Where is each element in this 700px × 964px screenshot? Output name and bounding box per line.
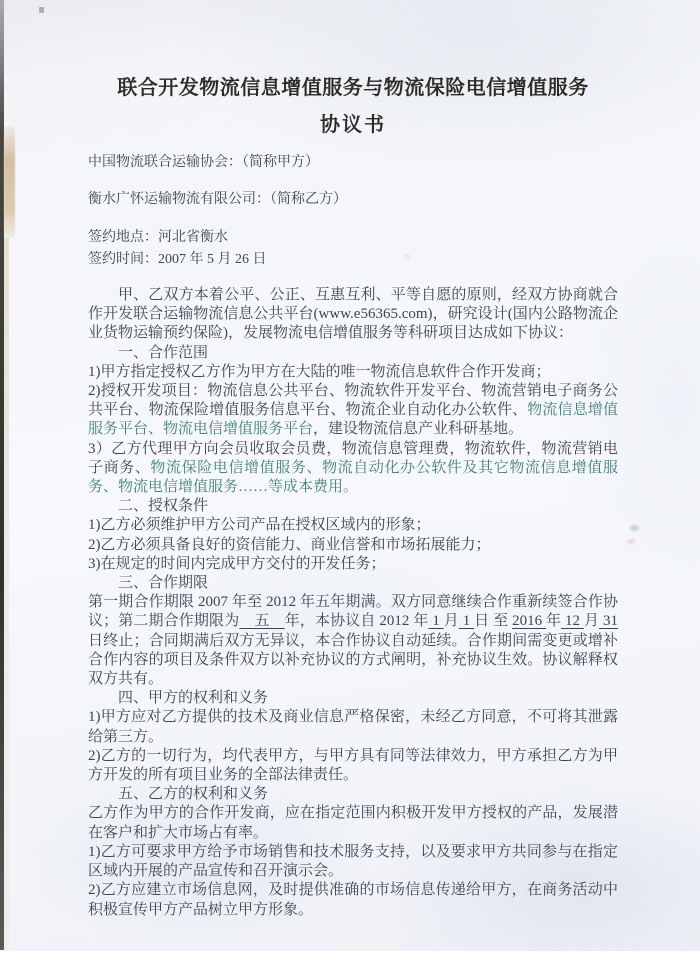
text-run: 签约时间：2007 年 5 月 26 日 <box>88 252 267 267</box>
section-4-item-2 <box>88 747 618 785</box>
section-4-item-1 <box>88 708 618 746</box>
text-run: 二、授权条件 <box>118 498 209 515</box>
text-run: 1)甲方指定授权乙方作为甲方在大陆的唯一物流信息软件合作开发商； <box>88 363 551 380</box>
signing-date <box>88 251 618 269</box>
text-run: 物流保险电信增值服务、物流自动化办公软件及其它物流信息增值服务、物流电信增值服务……等成本费用。 <box>88 459 618 496</box>
text-run: 一、合作范围 <box>118 344 209 361</box>
section-2-heading <box>88 497 618 516</box>
text-run: 1)甲方应对乙方提供的技术及商业信息严格保密，未经乙方同意，不可将其泄露给第三方。 <box>88 709 618 745</box>
section-5-intro <box>88 804 618 842</box>
text-run: 年 <box>546 613 562 630</box>
text-run: 2)乙方应建立市场信息网，及时提供准确的市场信息传递给甲方，在商务活动中积极宣传甲方产品树立甲方形象。 <box>88 882 618 918</box>
section-1-item-2 <box>88 382 618 440</box>
text-run: 中国物流联合运输协会：（简称甲方） <box>88 155 319 170</box>
party-jia <box>88 154 618 172</box>
scan-bottom-margin <box>0 951 700 964</box>
document-title-line1 <box>88 74 618 102</box>
text-run: 月 <box>583 613 600 630</box>
text-run: 协议书 <box>320 114 386 136</box>
text-run: 2)乙方的一切行为，均代表甲方，与甲方具有同等法律效力，甲方承担乙方为甲方开发的所有项目业务的全部法律责任。 <box>88 747 618 784</box>
party-yi <box>88 191 618 209</box>
filled-blank: 1 <box>428 613 444 630</box>
scan-speck <box>39 7 44 13</box>
text-run: 签约地点：河北省衡水 <box>88 230 228 245</box>
text-run: 3）乙方代理甲方向会员收取会员费，物流信息管理费，物流软件，物流营销电子商务、 <box>88 440 618 476</box>
text-run: 3)在规定的时间内完成甲方交付的开发任务； <box>88 555 386 572</box>
document-title-line2 <box>88 111 618 139</box>
section-1-heading <box>88 344 618 363</box>
scan-smudge <box>630 525 639 531</box>
section-1-item-1 <box>88 363 618 382</box>
text-run: 五、乙方的权利和义务 <box>118 786 269 803</box>
text-run: 月 <box>443 613 459 630</box>
section-1-item-3 <box>88 440 618 498</box>
section-2-item-1 <box>88 516 618 535</box>
text-run: 甲、乙双方本着公平、公正、互惠互利、平等自愿的原则，经双方协商就合作开发联合运输物流信息公共平台(www.e56365.com)，研究设计(国内公路物流企业货物运输预约保险)，发展物流电信增值服务等科研项目达成如下协议： <box>88 287 618 342</box>
section-2-item-2 <box>88 536 618 555</box>
scan-left-edge-tan-tail <box>4 238 9 950</box>
signing-place <box>88 229 618 247</box>
section-4-heading <box>88 689 618 708</box>
scan-smudge <box>627 539 635 544</box>
text-run: 2)乙方必须具备良好的资信能力、商业信誉和市场拓展能力； <box>88 536 491 553</box>
text-run: 四、甲方的权利和义务 <box>118 690 269 707</box>
filled-blank: 31 <box>599 613 618 630</box>
text-run: 第一期合作期限 2007 年至 2012 年五年期满。双方同意继续合作重新续签合作协议；第二期合作期限为 <box>88 594 618 630</box>
text-run: 日 至 <box>474 613 513 630</box>
text-run: 1)乙方可要求甲方给予市场销售和技术服务支持，以及要求甲方共同参与在指定区域内开展的产品宣传和召开演示会。 <box>88 843 618 880</box>
text-run: 乙方作为甲方的合作开发商，应在指定范围内积极开发甲方授权的产品，发展潜在客户和扩大市场占有率。 <box>88 805 618 841</box>
text-run: 1)乙方必须维护甲方公司产品在授权区域内的形象； <box>88 517 431 534</box>
text-run: ，建设物流信息产业科研基地。 <box>313 421 524 438</box>
document-content <box>88 0 618 920</box>
text-run: 衡水广怀运输物流有限公司：（简称乙方） <box>88 192 347 207</box>
section-5-heading <box>88 785 618 804</box>
section-2-item-3 <box>88 555 618 574</box>
section-3-heading <box>88 574 618 593</box>
filled-blank: 12 <box>561 613 584 630</box>
text-run: 三、合作期限 <box>118 575 209 592</box>
text-run: 年，本协议自 2012 年 <box>284 613 429 630</box>
section-3-paragraph <box>88 593 618 689</box>
filled-blank: 1 <box>458 613 475 630</box>
filled-blank: 2016 <box>512 613 547 630</box>
opening-paragraph <box>88 286 618 344</box>
section-5-item-2 <box>88 881 618 919</box>
text-run: 2)授权开发项目：物流信息公共平台、物流软件开发平台、物流营销电子商务公共平台、物流保险增值服务信息平台、物流企业自动化办公软件、 <box>88 383 618 419</box>
text-run: 联合开发物流信息增值服务与物流保险电信增值服务 <box>117 77 589 99</box>
text-run: 物流信息增值服务平台、物流电信增值服务平台 <box>88 402 618 438</box>
scan-left-edge-tan-strip <box>4 126 15 238</box>
text-run: 日终止；合同期满后双方无异议，本合作协议自动延续。合作期间需变更或增补合作内容的项目及条件双方以补充协议的方式阐明，补充协议生效。协议解释权双方共有。 <box>88 632 618 688</box>
filled-blank: 五 <box>239 613 285 630</box>
section-5-item-1 <box>88 843 618 881</box>
